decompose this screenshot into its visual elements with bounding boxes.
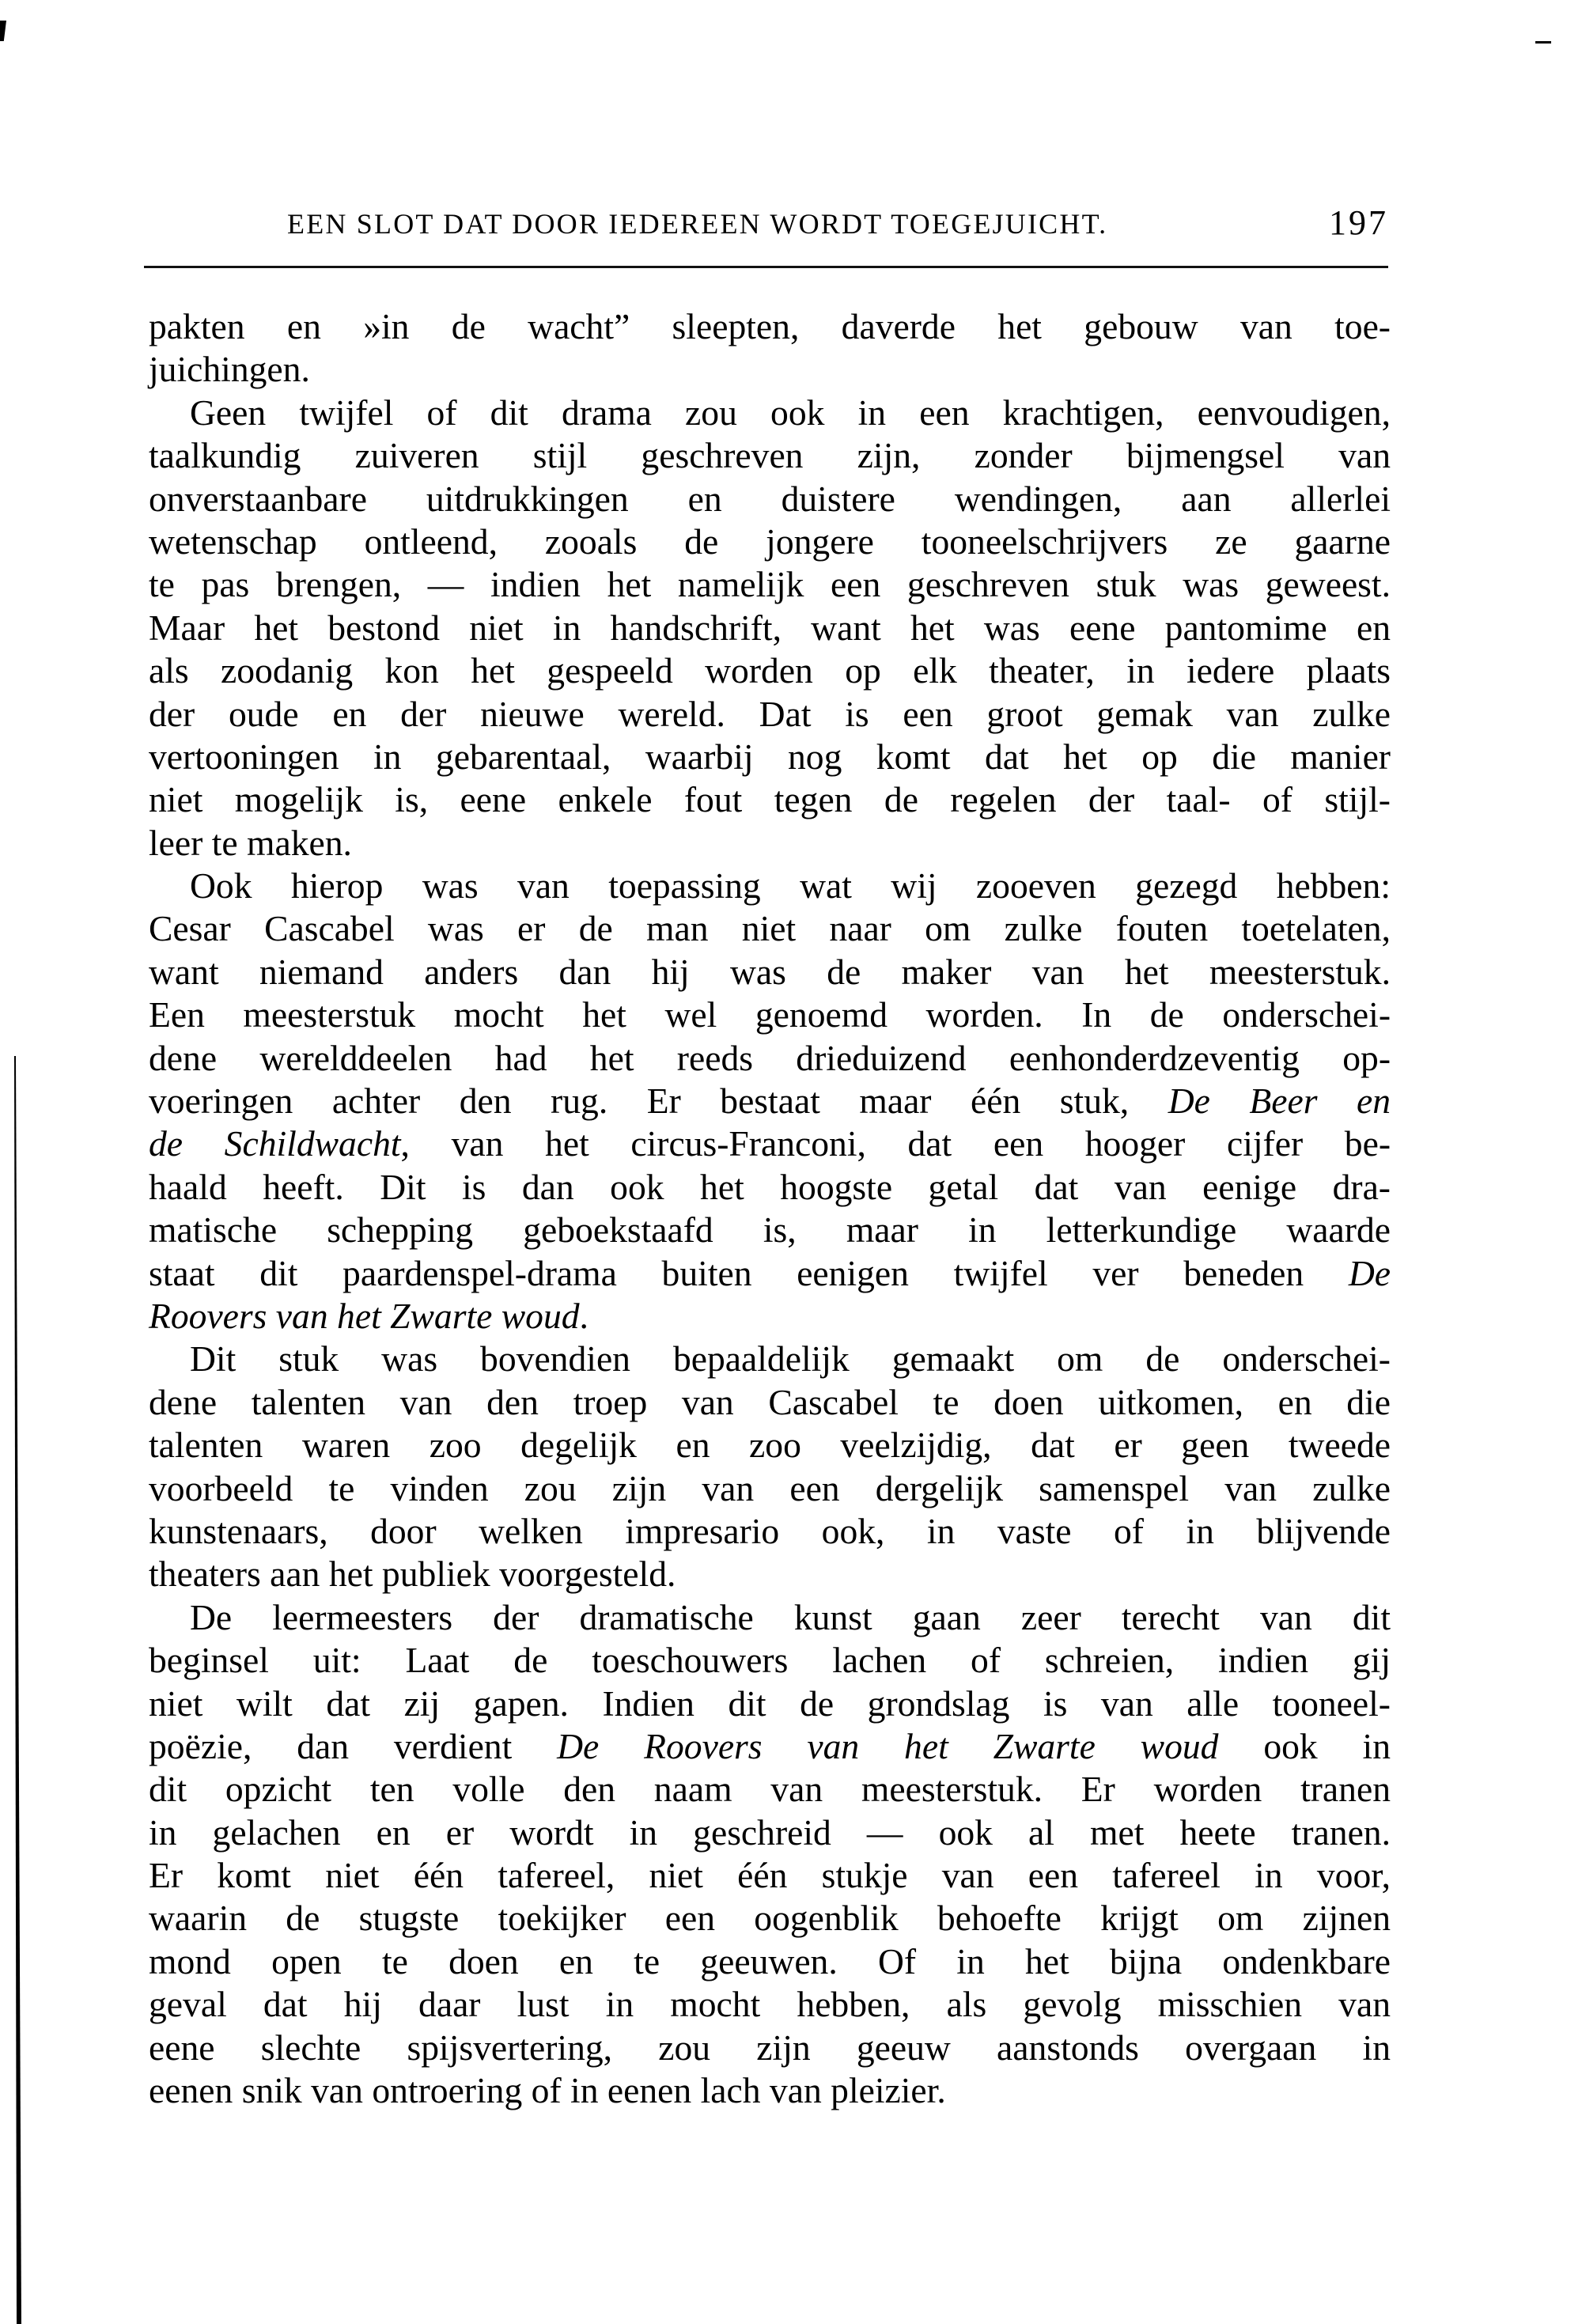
- text-run: haald heeft. Dit is dan ook het hoogste getal dat van eenige dra-: [149, 1166, 1391, 1207]
- italic-title: De Roovers van het Zwarte woud: [557, 1725, 1219, 1766]
- page-edge-shadow: [14, 1056, 24, 2324]
- text-line: [149, 865, 1391, 907]
- text-run: taalkundig zuiveren stijl geschreven zijn, zonder bijmengsel van: [149, 435, 1391, 476]
- text-run: geval dat hij daar lust in mocht hebben, als gevolg misschien van: [149, 1984, 1391, 2025]
- text-run: waarin de stugste toekijker een oogenblik behoefte krijgt om zijnen: [149, 1898, 1391, 1939]
- text-run: staat dit paardenspel-drama buiten eenigen twijfel ver beneden: [149, 1252, 1349, 1293]
- text-run: matische schepping geboekstaafd is, maar in letterkundige waarde: [149, 1209, 1391, 1251]
- text-run: talenten waren zoo degelijk en zoo veelzijdig, dat er geen tweede: [149, 1425, 1391, 1466]
- text-line: [149, 305, 1391, 348]
- text-run: Een meesterstuk mocht het wel genoemd worden. In de onderschei-: [149, 994, 1391, 1035]
- text-line: [149, 478, 1391, 520]
- text-run: dene werelddeelen had het reeds drieduizend eenhonderdzeventig op-: [149, 1037, 1391, 1078]
- text-line: [149, 822, 1391, 865]
- text-run: te pas brengen, — indien het namelijk een geschreven stuk was geweest.: [149, 564, 1391, 605]
- text-run: niet mogelijk is, eene enkele fout tegen de regelen der taal- of stijl-: [149, 779, 1391, 820]
- running-head: [287, 204, 1388, 252]
- text-run: dit opzicht ten volle den naam van meesterstuk. Er worden tranen: [149, 1769, 1391, 1810]
- text-line: [149, 1510, 1391, 1553]
- text-run: ook in: [1218, 1725, 1391, 1766]
- text-line: [149, 1983, 1391, 2026]
- page-number: 197: [1329, 203, 1388, 242]
- text-line: [149, 607, 1391, 649]
- text-run: , van het circus-Franconi, dat een hooger cijfer be-: [400, 1123, 1391, 1164]
- text-run: voeringen achter den rug. Er bestaat maar één stuk,: [149, 1081, 1168, 1122]
- text-line: [149, 1122, 1391, 1165]
- scan-artifact-mark: [1535, 41, 1551, 44]
- text-run: als zoodanig kon het gespeeld worden op elk theater, in iedere plaats: [149, 650, 1391, 691]
- text-line: [149, 693, 1391, 736]
- header-rule: [144, 266, 1388, 268]
- text-line: [149, 736, 1391, 778]
- text-line: [149, 1811, 1391, 1854]
- text-line: [149, 1768, 1391, 1811]
- text-run: theaters aan het publiek voorgesteld.: [149, 1554, 676, 1595]
- text-line: [149, 1080, 1391, 1122]
- running-head-title: EEN SLOT DAT DOOR IEDEREEN WORDT TOEGEJUICHT.: [287, 208, 1108, 240]
- text-run: eenen snik van ontroering of in eenen lach van pleizier.: [149, 2070, 946, 2111]
- text-line: [149, 1037, 1391, 1080]
- text-run: Maar het bestond niet in handschrift, want het was eene pantomime en: [149, 607, 1391, 648]
- text-line: [149, 1209, 1391, 1251]
- text-line: [149, 778, 1391, 821]
- text-run: der oude en der nieuwe wereld. Dat is een groot gemak van zulke: [149, 693, 1391, 734]
- text-line: [149, 1252, 1391, 1295]
- text-line: [149, 392, 1391, 434]
- text-line: [149, 1639, 1391, 1682]
- text-line: [149, 994, 1391, 1036]
- text-run: want niemand anders dan hij was de maker van het meesterstuk.: [149, 951, 1391, 992]
- text-line: [149, 348, 1391, 391]
- text-run: in gelachen en er wordt in geschreid — ook al met heete tranen.: [149, 1811, 1391, 1853]
- text-run: Er komt niet één tafereel, niet één stukje van een tafereel in voor,: [149, 1855, 1391, 1896]
- scan-artifact-mark: [0, 21, 6, 41]
- text-line: [149, 951, 1391, 994]
- italic-title: De Beer en: [1168, 1081, 1391, 1122]
- text-line: [149, 1596, 1391, 1639]
- text-run: juichingen.: [149, 349, 310, 390]
- text-line: [149, 434, 1391, 477]
- text-line: [149, 1725, 1391, 1768]
- text-run: voorbeeld te vinden zou zijn van een dergelijk samenspel van zulke: [149, 1467, 1391, 1508]
- italic-title: de Schildwacht: [149, 1123, 401, 1164]
- text-run: Dit stuk was bovendien bepaaldelijk gemaakt om de onderschei-: [190, 1338, 1391, 1380]
- italic-title: Roovers van het Zwarte woud: [149, 1295, 580, 1336]
- text-run: wetenschap ontleend, zooals de jongere tooneelschrijvers ze gaarne: [149, 520, 1391, 562]
- body-text: [149, 305, 1391, 2112]
- text-run: Cesar Cascabel was er de man niet naar om zulke fouten toetelaten,: [149, 908, 1391, 949]
- text-run: kunstenaars, door welken impresario ook, in vaste of in blijvende: [149, 1510, 1391, 1551]
- text-line: [149, 1854, 1391, 1897]
- text-run: .: [579, 1295, 589, 1336]
- paragraph: [149, 1338, 1391, 1595]
- paragraph: [149, 305, 1391, 392]
- text-line: [149, 1553, 1391, 1595]
- text-line: [149, 2069, 1391, 2112]
- text-run: pakten en »in de wacht” sleepten, daverde het gebouw van toe-: [149, 306, 1391, 346]
- text-line: [149, 649, 1391, 692]
- text-run: Ook hierop was van toepassing wat wij zooeven gezegd hebben:: [190, 865, 1391, 907]
- text-run: Geen twijfel of dit drama zou ook in een krachtigen, eenvoudigen,: [190, 392, 1391, 433]
- text-run: dene talenten van den troep van Cascabel te doen uitkomen, en die: [149, 1381, 1391, 1422]
- text-line: [149, 1295, 1391, 1338]
- text-run: poëzie, dan verdient: [149, 1725, 558, 1766]
- text-run: De leermeesters der dramatische kunst gaan zeer terecht van dit: [190, 1596, 1391, 1637]
- text-run: leer te maken.: [149, 822, 352, 863]
- text-run: vertooningen in gebarentaal, waarbij nog komt dat het op die manier: [149, 736, 1391, 777]
- italic-title: De: [1348, 1252, 1391, 1293]
- text-run: beginsel uit: Laat de toeschouwers lachen of schreien, indien gij: [149, 1640, 1391, 1681]
- text-line: [149, 520, 1391, 563]
- paragraph: [149, 865, 1391, 1338]
- text-line: [149, 1940, 1391, 1983]
- text-line: [149, 907, 1391, 950]
- text-line: [149, 1166, 1391, 1209]
- text-line: [149, 1682, 1391, 1725]
- text-line: [149, 2027, 1391, 2069]
- paragraph: [149, 1596, 1391, 2113]
- text-line: [149, 1338, 1391, 1380]
- paragraph: [149, 392, 1391, 865]
- text-line: [149, 1424, 1391, 1467]
- text-line: [149, 1381, 1391, 1424]
- text-run: niet wilt dat zij gapen. Indien dit de grondslag is van alle tooneel-: [149, 1682, 1391, 1724]
- text-run: mond open te doen en te geeuwen. Of in het bijna ondenkbare: [149, 1940, 1391, 1981]
- text-line: [149, 563, 1391, 606]
- text-run: eene slechte spijsvertering, zou zijn geeuw aanstonds overgaan in: [149, 2027, 1391, 2068]
- text-line: [149, 1467, 1391, 1510]
- text-run: onverstaanbare uitdrukkingen en duistere wendingen, aan allerlei: [149, 478, 1391, 519]
- text-line: [149, 1897, 1391, 1940]
